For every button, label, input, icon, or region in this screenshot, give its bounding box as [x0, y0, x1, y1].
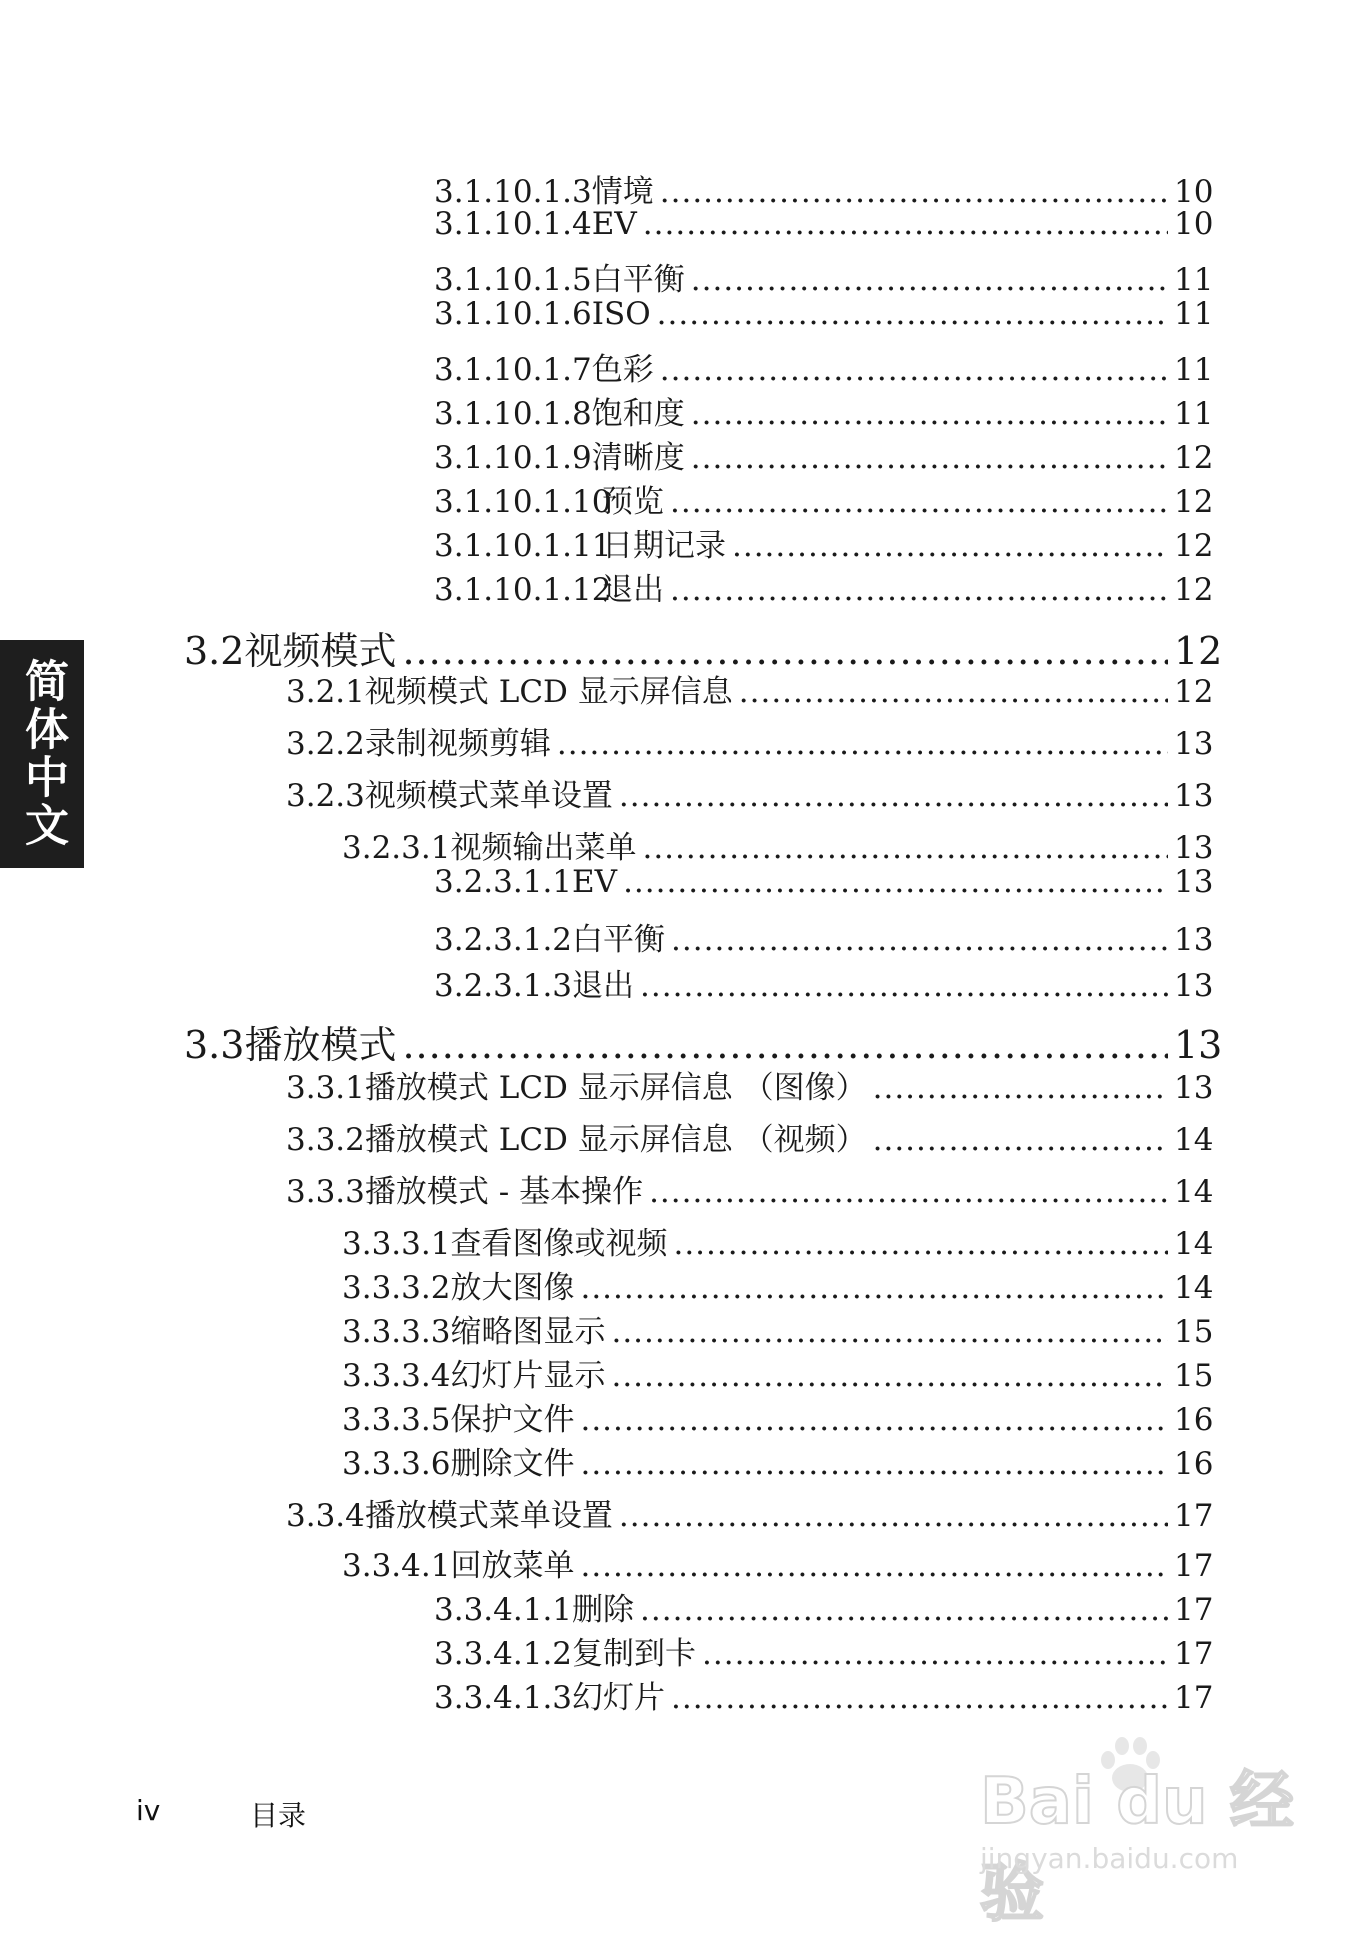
toc-entry-page: 12	[1174, 484, 1214, 520]
toc-entry[interactable]	[286, 666, 1214, 711]
toc-entry-page: 10	[1174, 174, 1214, 210]
language-tab-label: 简体中文	[17, 658, 68, 850]
toc-entry-title: EV	[572, 864, 618, 900]
toc-dot-leader	[557, 726, 1168, 762]
footer-page-number: iv	[136, 1794, 161, 1827]
toc-entry[interactable]	[286, 1490, 1214, 1535]
toc-entry-page: 13	[1174, 1070, 1214, 1106]
toc-entry[interactable]	[342, 1306, 1214, 1351]
toc-entry[interactable]	[434, 254, 1214, 299]
toc-entry[interactable]	[184, 1014, 1223, 1069]
toc-dot-leader	[611, 1358, 1168, 1394]
toc-entry-number: 3.3.3.6	[342, 1446, 451, 1482]
toc-entry-number: 3.2.3.1.3	[434, 968, 573, 1004]
toc-entry[interactable]	[342, 1438, 1214, 1483]
toc-entry-title: 播放模式 LCD 显示屏信息 （视频）	[364, 1122, 867, 1158]
toc-entry-title: 保护文件	[450, 1402, 575, 1438]
toc-entry[interactable]	[434, 344, 1214, 389]
toc-entry-number: 3.3.4.1.2	[434, 1636, 573, 1672]
toc-entry-page: 12	[1174, 572, 1214, 608]
toc-entry[interactable]	[434, 520, 1214, 565]
toc-entry-page: 16	[1174, 1446, 1214, 1482]
toc-entry-number: 3.1.10.1.7	[434, 352, 592, 388]
baidu-watermark-logo	[960, 1730, 1300, 1931]
toc-entry[interactable]	[342, 1262, 1214, 1307]
toc-entry-page: 15	[1174, 1314, 1214, 1350]
toc-entry[interactable]	[434, 166, 1214, 211]
toc-entry-page: 17	[1174, 1636, 1214, 1672]
toc-entry-page: 14	[1174, 1226, 1214, 1262]
toc-entry[interactable]	[342, 1218, 1214, 1263]
toc-entry-title: EV	[591, 206, 637, 242]
watermark-main-text: Bai du 经验	[980, 1765, 1294, 1931]
toc-entry-number: 3.1.10.1.12	[434, 572, 612, 608]
language-side-tab	[0, 640, 84, 868]
toc-entry-number: 3.3	[184, 1023, 245, 1067]
toc-dot-leader	[580, 1446, 1168, 1482]
toc-dot-leader	[691, 262, 1168, 298]
toc-dot-leader	[611, 1314, 1168, 1350]
toc-entry-number: 3.1.10.1.6	[434, 296, 592, 332]
toc-entry-number: 3.1.10.1.4	[434, 206, 592, 242]
toc-dot-leader	[623, 864, 1168, 900]
toc-entry-number: 3.1.10.1.5	[434, 262, 592, 298]
toc-entry[interactable]	[286, 1114, 1214, 1159]
toc-entry-number: 3.1.10.1.8	[434, 396, 592, 432]
toc-entry-page: 17	[1174, 1548, 1214, 1584]
toc-entry-number: 3.3.3.1	[342, 1226, 451, 1262]
toc-entry-number: 3.3.3.2	[342, 1270, 451, 1306]
toc-dot-leader	[402, 1023, 1168, 1067]
toc-entry[interactable]	[342, 1540, 1214, 1585]
toc-dot-leader	[580, 1402, 1168, 1438]
toc-entry[interactable]	[342, 1394, 1214, 1439]
toc-entry-page: 13	[1174, 864, 1214, 900]
toc-entry-number: 3.3.1	[286, 1070, 365, 1106]
toc-entry[interactable]	[434, 296, 1214, 332]
toc-dot-leader	[640, 1592, 1168, 1628]
toc-entry-page: 14	[1174, 1174, 1214, 1210]
toc-dot-leader	[671, 1680, 1168, 1716]
toc-entry-number: 3.3.4.1.3	[434, 1680, 573, 1716]
toc-entry-number: 3.3.4.1.1	[434, 1592, 573, 1628]
toc-dot-leader	[739, 674, 1168, 710]
toc-entry-number: 3.3.3.4	[342, 1358, 451, 1394]
toc-entry-page: 11	[1174, 296, 1214, 332]
toc-entry-title: 视频模式菜单设置	[364, 778, 613, 814]
toc-entry-title: 复制到卡	[572, 1636, 697, 1672]
toc-entry-number: 3.2.2	[286, 726, 365, 762]
toc-entry[interactable]	[286, 1166, 1214, 1211]
toc-entry[interactable]	[286, 718, 1214, 763]
toc-dot-leader	[732, 528, 1168, 564]
toc-entry-number: 3.1.10.1.3	[434, 174, 592, 210]
toc-entry-number: 3.2	[184, 629, 245, 673]
toc-dot-leader	[660, 352, 1168, 388]
toc-entry[interactable]	[434, 432, 1214, 477]
footer-section-title: 目录	[250, 1799, 307, 1832]
toc-entry-page: 13	[1174, 968, 1214, 1004]
toc-entry-number: 3.2.3.1	[342, 830, 451, 866]
toc-entry[interactable]	[434, 1672, 1214, 1717]
toc-dot-leader	[873, 1070, 1168, 1106]
toc-entry-page: 12	[1174, 674, 1214, 710]
toc-entry-page: 11	[1174, 262, 1214, 298]
toc-dot-leader	[643, 206, 1168, 242]
toc-entry[interactable]	[434, 388, 1214, 433]
toc-entry-number: 3.2.3	[286, 778, 365, 814]
toc-entry[interactable]	[434, 206, 1214, 242]
toc-dot-leader	[691, 396, 1168, 432]
toc-entry-title: 查看图像或视频	[450, 1226, 668, 1262]
toc-entry-title: 色彩	[591, 352, 654, 388]
toc-entry[interactable]	[434, 476, 1214, 521]
toc-entry-page: 17	[1174, 1680, 1214, 1716]
toc-entry[interactable]	[434, 960, 1214, 1005]
toc-entry-number: 3.3.2	[286, 1122, 365, 1158]
toc-entry-title: 幻灯片显示	[450, 1358, 606, 1394]
toc-entry[interactable]	[286, 1062, 1214, 1107]
toc-entry-page: 13	[1174, 778, 1214, 814]
toc-entry-title: 幻灯片	[572, 1680, 666, 1716]
toc-entry-title: 白平衡	[591, 262, 685, 298]
toc-entry-title: 删除	[572, 1592, 635, 1628]
toc-entry-title: 录制视频剪辑	[364, 726, 551, 762]
toc-entry-title: 回放菜单	[450, 1548, 575, 1584]
toc-entry-page: 12	[1174, 629, 1223, 673]
toc-entry-title: 视频模式 LCD 显示屏信息	[364, 674, 733, 710]
toc-entry-number: 3.2.1	[286, 674, 365, 710]
toc-entry-page: 14	[1174, 1270, 1214, 1306]
toc-dot-leader	[619, 778, 1168, 814]
watermark-url-text: jingyan.baidu.com	[980, 1842, 1239, 1875]
toc-entry-page: 16	[1174, 1402, 1214, 1438]
toc-entry-page: 17	[1174, 1592, 1214, 1628]
toc-entry-number: 3.3.4	[286, 1498, 365, 1534]
toc-dot-leader	[619, 1498, 1168, 1534]
toc-entry-title: 播放模式菜单设置	[364, 1498, 613, 1534]
toc-entry-title: 退出	[572, 968, 635, 1004]
toc-dot-leader	[673, 1226, 1168, 1262]
toc-entry-title: 视频输出菜单	[450, 830, 637, 866]
toc-entry-page: 13	[1174, 830, 1214, 866]
toc-entry-page: 15	[1174, 1358, 1214, 1394]
toc-entry-page: 13	[1174, 726, 1214, 762]
toc-entry-page: 11	[1174, 352, 1214, 388]
toc-dot-leader	[580, 1270, 1168, 1306]
toc-entry-title: 情境	[591, 174, 654, 210]
toc-entry-number: 3.1.10.1.10	[434, 484, 612, 520]
toc-dot-leader	[660, 174, 1168, 210]
toc-entry-page: 12	[1174, 440, 1214, 476]
toc-entry[interactable]	[434, 1584, 1214, 1629]
toc-entry-title: 播放模式	[244, 1023, 397, 1067]
toc-entry[interactable]	[342, 1350, 1214, 1395]
toc-entry-title: 删除文件	[450, 1446, 575, 1482]
toc-entry[interactable]	[434, 914, 1214, 959]
toc-dot-leader	[873, 1122, 1168, 1158]
toc-entry-number: 3.2.3.1.1	[434, 864, 573, 900]
toc-entry-number: 3.3.3.3	[342, 1314, 451, 1350]
toc-dot-leader	[702, 1636, 1168, 1672]
toc-entry-page: 13	[1174, 1023, 1223, 1067]
toc-entry-title: 日期记录	[602, 528, 726, 564]
toc-dot-leader	[670, 484, 1168, 520]
toc-entry-page: 14	[1174, 1122, 1214, 1158]
toc-entry-page: 17	[1174, 1498, 1214, 1534]
toc-entry-title: 放大图像	[450, 1270, 575, 1306]
toc-entry-title: 清晰度	[591, 440, 685, 476]
toc-entry-title: ISO	[591, 296, 651, 332]
toc-entry-title: 饱和度	[591, 396, 685, 432]
toc-entry-page: 12	[1174, 528, 1214, 564]
toc-dot-leader	[670, 572, 1168, 608]
toc-dot-leader	[671, 922, 1168, 958]
toc-entry-number: 3.3.3.5	[342, 1402, 451, 1438]
toc-dot-leader	[657, 296, 1168, 332]
toc-entry[interactable]	[286, 770, 1214, 815]
toc-dot-leader	[640, 968, 1168, 1004]
toc-entry[interactable]	[434, 564, 1214, 609]
toc-entry-title: 视频模式	[244, 629, 397, 673]
toc-entry[interactable]	[434, 1628, 1214, 1673]
toc-entry-title: 白平衡	[572, 922, 666, 958]
toc-dot-leader	[691, 440, 1168, 476]
toc-entry-title: 退出	[602, 572, 664, 608]
toc-entry[interactable]	[434, 864, 1214, 900]
toc-entry-number: 3.3.4.1	[342, 1548, 451, 1584]
toc-entry-title: 预览	[602, 484, 664, 520]
toc-entry-page: 11	[1174, 396, 1214, 432]
toc-dot-leader	[580, 1548, 1168, 1584]
toc-entry-number: 3.1.10.1.11	[434, 528, 612, 564]
toc-entry-page: 10	[1174, 206, 1214, 242]
toc-entry-page: 13	[1174, 922, 1214, 958]
toc-entry[interactable]	[342, 822, 1214, 867]
toc-dot-leader	[649, 1174, 1168, 1210]
toc-entry-title: 播放模式 LCD 显示屏信息 （图像）	[364, 1070, 867, 1106]
toc-entry-number: 3.3.3	[286, 1174, 365, 1210]
toc-dot-leader	[642, 830, 1168, 866]
toc-entry-number: 3.2.3.1.2	[434, 922, 573, 958]
toc-entry-title: 播放模式 - 基本操作	[364, 1174, 644, 1210]
toc-entry-title: 缩略图显示	[450, 1314, 606, 1350]
toc-entry-number: 3.1.10.1.9	[434, 440, 592, 476]
